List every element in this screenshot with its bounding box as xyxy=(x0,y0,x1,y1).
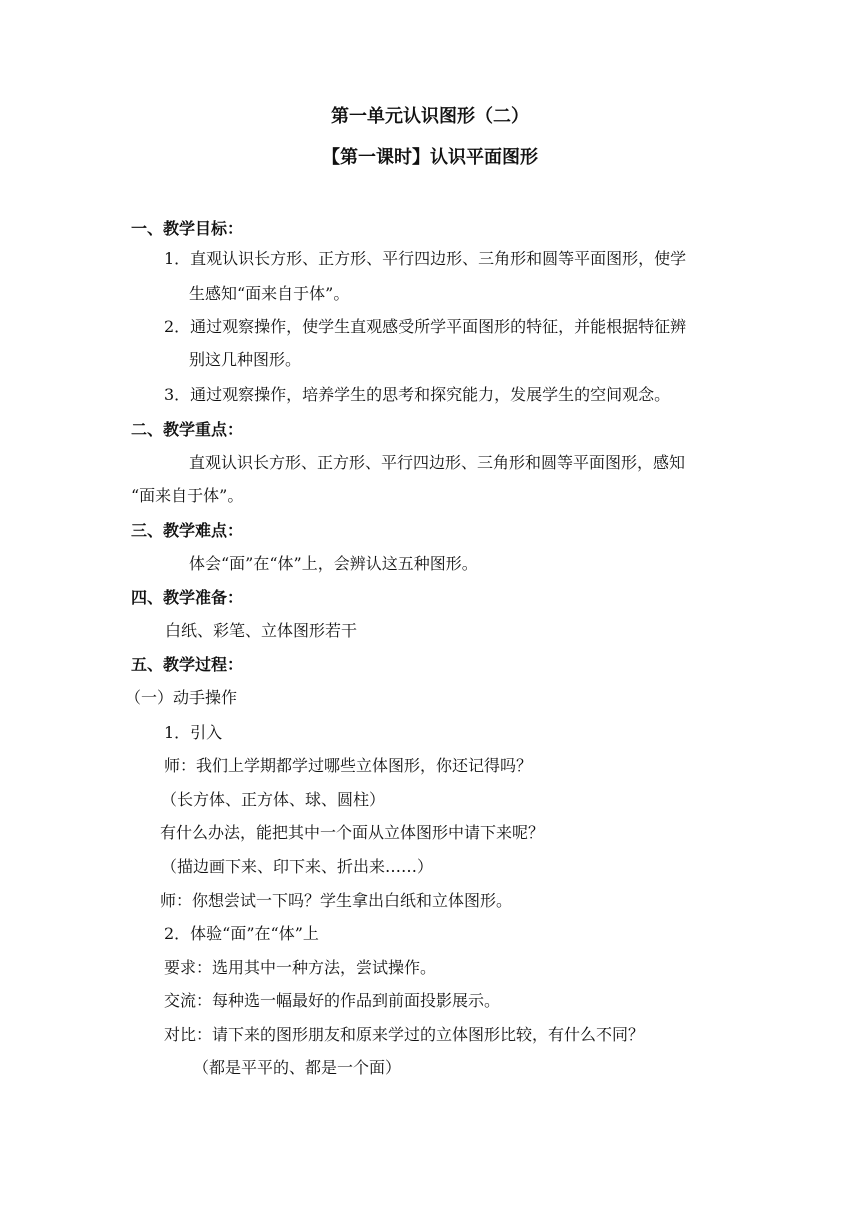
lesson-title: 【第一课时】认识平面图形 xyxy=(322,147,538,168)
key-points-line-1: 直观认识长方形、正方形、平行四边形、三角形和圆等平面图形，感知 xyxy=(189,453,686,472)
process-line-2: （长方体、正方体、球、圆柱） xyxy=(161,790,386,809)
process-line-4: （描边画下来、印下来、折出来……） xyxy=(161,857,434,876)
goal-item-1-line-2: 生感知“面来自于体”。 xyxy=(189,284,350,303)
process-line-3: 有什么办法，能把其中一个面从立体图形中请下来呢？ xyxy=(160,823,545,842)
process-heading: 五、教学过程： xyxy=(131,655,244,674)
goal-item-2-line-2: 别这几种图形。 xyxy=(189,350,302,369)
process-line-1: 师：我们上学期都学过哪些立体图形，你还记得吗？ xyxy=(164,756,533,775)
document-title: 第一单元认识图形（二） xyxy=(331,106,529,127)
process-step-1: 1．引入 xyxy=(164,723,223,742)
process-part-1: （一）动手操作 xyxy=(125,688,238,707)
goals-heading: 一、教学目标： xyxy=(131,219,244,238)
difficulties-line-1: 体会“面”在“体”上，会辨认这五种图形。 xyxy=(189,554,478,573)
process-step-2: 2．体验“面”在“体”上 xyxy=(164,924,319,943)
process-line-5: 师：你想尝试一下吗？学生拿出白纸和立体图形。 xyxy=(160,891,513,910)
preparation-line-1: 白纸、彩笔、立体图形若干 xyxy=(165,621,358,640)
process-line-8: 对比：请下来的图形朋友和原来学过的立体图形比较，有什么不同？ xyxy=(164,1025,645,1044)
goal-item-1-line-1: 1．直观认识长方形、正方形、平行四边形、三角形和圆等平面图形，使学 xyxy=(164,249,687,268)
goal-item-2-line-1: 2．通过观察操作，使学生直观感受所学平面图形的特征，并能根据特征辨 xyxy=(164,317,687,336)
key-points-heading: 二、教学重点： xyxy=(131,420,244,439)
difficulties-heading: 三、教学难点： xyxy=(131,521,244,540)
key-points-line-2: “面来自于体”。 xyxy=(131,486,244,505)
goal-item-3: 3．通过观察操作，培养学生的思考和探究能力，发展学生的空间观念。 xyxy=(164,385,671,404)
preparation-heading: 四、教学准备： xyxy=(131,588,244,607)
process-line-6: 要求：选用其中一种方法，尝试操作。 xyxy=(164,958,437,977)
process-line-9: （都是平平的、都是一个面） xyxy=(193,1058,402,1077)
process-line-7: 交流：每种选一幅最好的作品到前面投影展示。 xyxy=(164,991,501,1010)
